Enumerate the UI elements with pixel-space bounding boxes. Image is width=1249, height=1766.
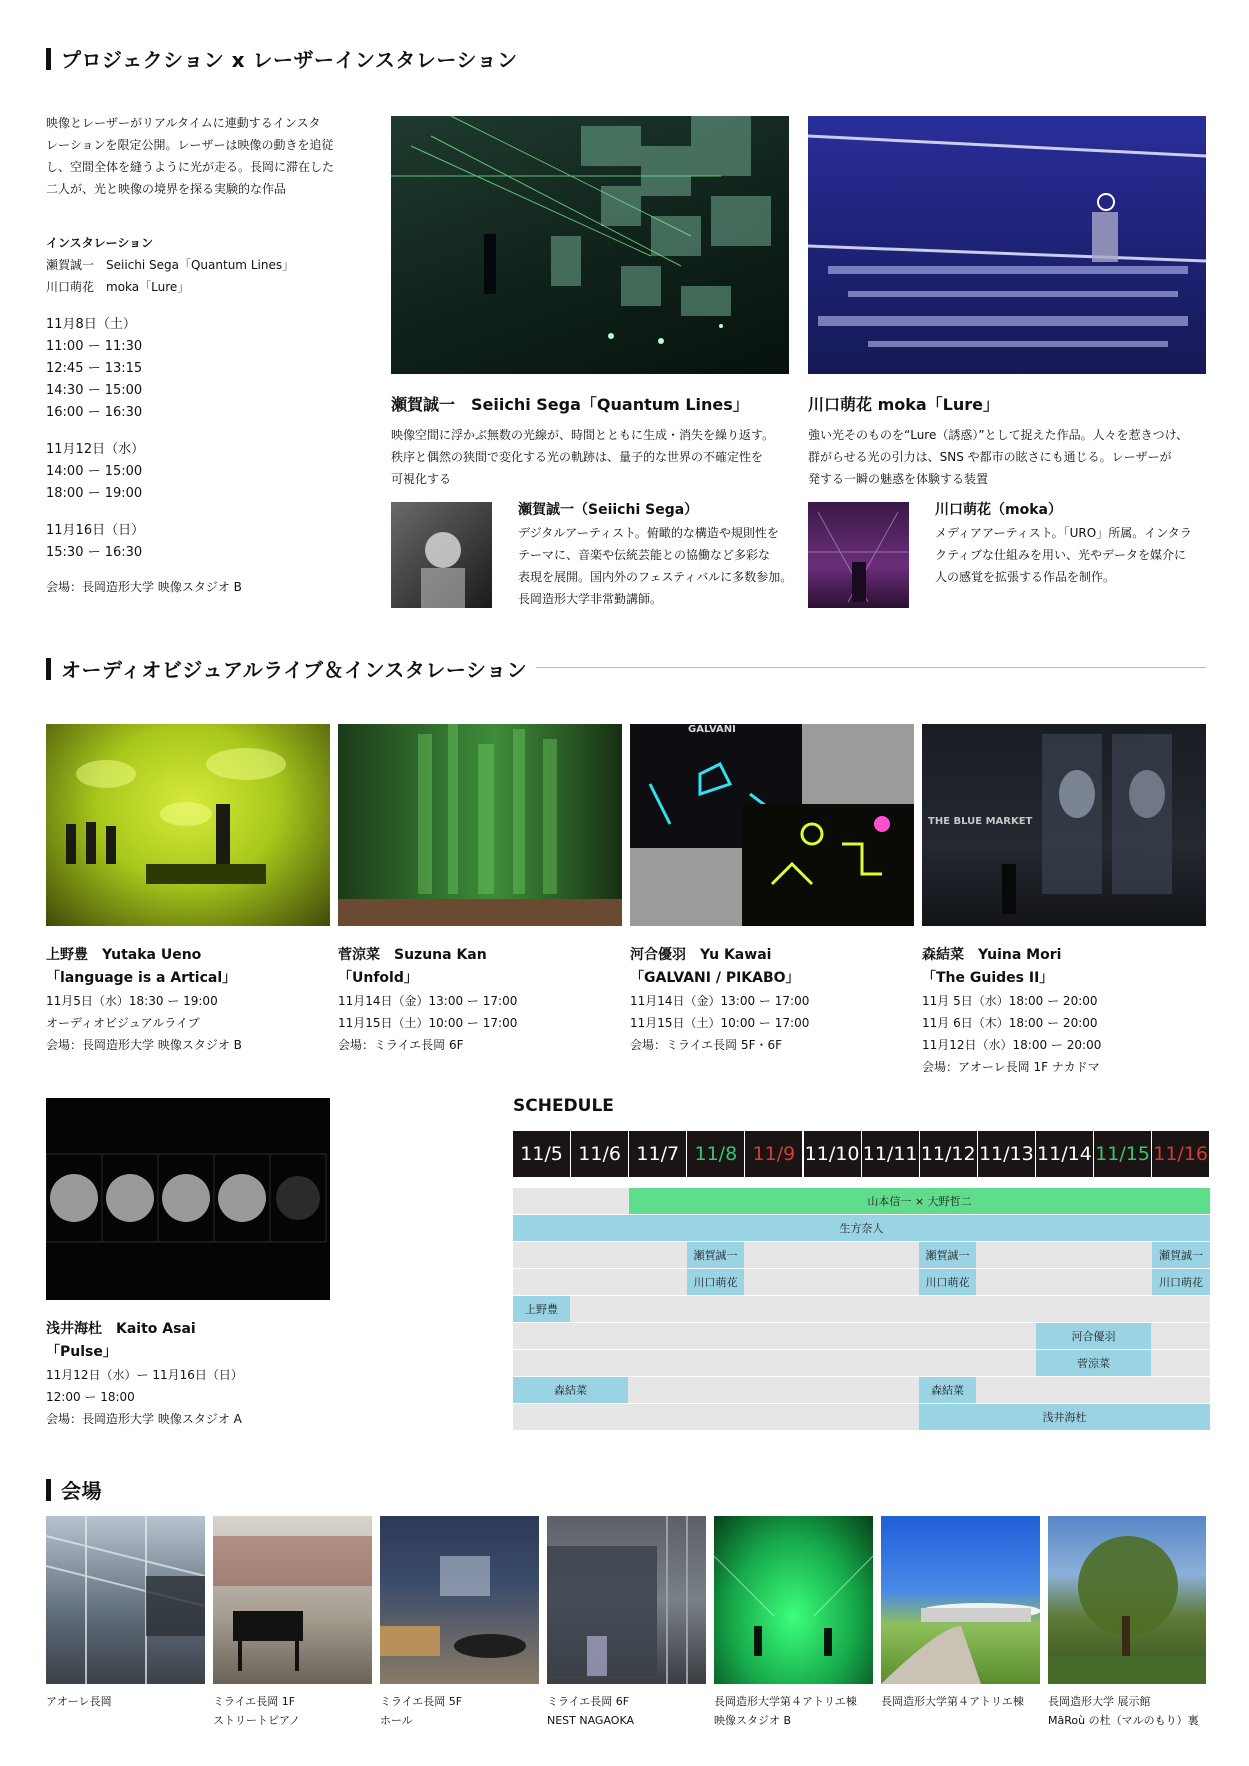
venue-text: 会場：長岡造形大学 映像スタジオ B bbox=[46, 580, 242, 594]
date-time: 16:00 ー 16:30 bbox=[46, 405, 143, 420]
schedule-bar: 上野豊 bbox=[513, 1296, 570, 1322]
intro-line: レーションを限定公開。レーザーは映像の動きを追従 bbox=[46, 138, 334, 152]
section-title-av bbox=[46, 654, 527, 683]
date-day: 11月8日（土） bbox=[46, 317, 136, 332]
market-sign: THE BLUE MARKET bbox=[928, 816, 1033, 827]
schedule-day-header: 11/10 bbox=[804, 1131, 861, 1177]
intro-line: し、空間全体を縫うように光が走る。長岡に滞在した bbox=[46, 160, 335, 174]
pulse-photo bbox=[46, 1098, 330, 1300]
artist2-name: 川口萌花（moka） bbox=[935, 502, 1062, 518]
schedule-bar: 川口萌花 bbox=[919, 1269, 976, 1295]
card-name: 河合優羽 Yu Kawai bbox=[630, 947, 772, 963]
desc-line: 秩序と偶然の狭間で変化する光の軌跡は、量子的な世界の不確定性を bbox=[391, 450, 764, 464]
card-line: 11月15日（土）10:00 ー 17:00 bbox=[338, 1016, 518, 1030]
venue-caption bbox=[547, 1692, 707, 1730]
intro-line: 映像とレーザーがリアルタイムに連動するインスタ bbox=[46, 116, 321, 130]
schedule-bar: 瀬賀誠一 bbox=[1152, 1242, 1210, 1268]
pulse-image bbox=[46, 1098, 330, 1300]
schedule-row bbox=[513, 1404, 1210, 1430]
caption-line: ミライエ長岡 1F bbox=[213, 1695, 296, 1708]
quantum-lines-image bbox=[391, 116, 789, 374]
date-time: 15:30 ー 16:30 bbox=[46, 545, 143, 560]
card-work: 「language is a Artical」 bbox=[46, 970, 237, 986]
caption-line: ホール bbox=[380, 1714, 413, 1727]
card-work: 「GALVANI / PIKABO」 bbox=[630, 970, 800, 986]
venue-photo-studio bbox=[714, 1516, 873, 1684]
venue-image bbox=[213, 1516, 372, 1684]
card-line: 11月15日（土）10:00 ー 17:00 bbox=[630, 1016, 810, 1030]
venue-image bbox=[380, 1516, 539, 1684]
pikabo-graphic bbox=[742, 804, 914, 926]
date-day: 11月16日（日） bbox=[46, 523, 145, 538]
schedule-day-header: 11/7 bbox=[629, 1131, 686, 1177]
date-time: 12:45 ー 13:15 bbox=[46, 361, 143, 376]
caption-line: ミライエ長岡 6F bbox=[547, 1695, 630, 1708]
pikabo-screen bbox=[742, 804, 914, 926]
installation-info bbox=[46, 232, 366, 298]
card-ueno bbox=[46, 944, 332, 1056]
title-bar bbox=[46, 658, 51, 680]
work2-desc bbox=[808, 424, 1218, 490]
bio-line: クティブな仕組みを用い、光やデータを媒介に bbox=[935, 548, 1187, 562]
venue-image bbox=[1048, 1516, 1206, 1684]
schedule-row bbox=[513, 1269, 1210, 1295]
bio-line: 人の感覚を拡張する作品を制作。 bbox=[935, 570, 1116, 584]
schedule-bar: 森結菜 bbox=[919, 1377, 976, 1403]
desc-line: 群がらせる光の引力は、SNS や都市の眩さにも通じる。レーザーが bbox=[808, 450, 1172, 464]
schedule-day-header: 11/8 bbox=[687, 1131, 744, 1177]
schedule-bar: 瀬賀誠一 bbox=[687, 1242, 744, 1268]
venue-photo-aore bbox=[46, 1516, 205, 1684]
schedule-bar: 河合優羽 bbox=[1036, 1323, 1151, 1349]
card-line: 11月12日（水）18:00 ー 20:00 bbox=[922, 1038, 1102, 1052]
schedule-day-header: 11/13 bbox=[978, 1131, 1035, 1177]
schedule-row bbox=[513, 1377, 1210, 1403]
card-asai bbox=[46, 1318, 346, 1430]
card-work: 「Pulse」 bbox=[46, 1344, 117, 1360]
card-line: 12:00 ー 18:00 bbox=[46, 1390, 135, 1404]
schedule-bar: 浅井海杜 bbox=[919, 1404, 1210, 1430]
kan-image bbox=[338, 724, 622, 926]
venue-caption bbox=[380, 1692, 540, 1730]
caption-line: 長岡造形大学 展示館 bbox=[1048, 1695, 1151, 1708]
installation-line: 瀬賀誠一 Seiichi Sega「Quantum Lines」 bbox=[46, 258, 295, 272]
card-kan bbox=[338, 944, 624, 1056]
schedule-row bbox=[513, 1296, 1210, 1322]
moka-portrait-image bbox=[808, 502, 909, 608]
caption-line: 映像スタジオ B bbox=[714, 1714, 792, 1727]
galvani-label: GALVANI bbox=[688, 724, 736, 735]
venue-photo-museum bbox=[1048, 1516, 1206, 1684]
schedule-bar: 山本信一 × 大野哲二 bbox=[629, 1188, 1210, 1214]
sega-portrait bbox=[391, 502, 492, 608]
work2-title: 川口萌花 moka「Lure」 bbox=[808, 395, 1000, 414]
venue-caption bbox=[881, 1692, 1047, 1711]
dates-block bbox=[46, 314, 346, 598]
schedule-bar: 瀬賀誠一 bbox=[919, 1242, 976, 1268]
card-line: 会場：長岡造形大学 映像スタジオ B bbox=[46, 1038, 242, 1052]
card-line: 11月5日（水）18:30 ー 19:00 bbox=[46, 994, 218, 1008]
card-line: 会場：長岡造形大学 映像スタジオ A bbox=[46, 1412, 242, 1426]
ueno-photo bbox=[46, 724, 330, 926]
venue-photo-hall bbox=[380, 1516, 539, 1684]
quantum-lines-photo bbox=[391, 116, 789, 374]
venue-image bbox=[881, 1516, 1040, 1684]
schedule-day-header: 11/6 bbox=[571, 1131, 628, 1177]
venue-photo-atelier bbox=[881, 1516, 1040, 1684]
section-title-projection bbox=[46, 44, 518, 73]
bio-line: 表現を展開。国内外のフェスティバルに多数参加。 bbox=[518, 570, 793, 584]
desc-line: 可視化する bbox=[391, 472, 452, 486]
date-time: 14:30 ー 15:00 bbox=[46, 383, 143, 398]
venue-image bbox=[547, 1516, 706, 1684]
caption-line: ミライエ長岡 5F bbox=[380, 1695, 463, 1708]
card-name: 森結菜 Yuina Mori bbox=[922, 947, 1062, 963]
schedule-title: SCHEDULE bbox=[513, 1096, 614, 1116]
work1-title: 瀬賀誠一 Seiichi Sega「Quantum Lines」 bbox=[391, 395, 749, 414]
lure-photo bbox=[808, 116, 1206, 374]
venue-caption bbox=[714, 1692, 880, 1730]
schedule-day-header: 11/11 bbox=[862, 1131, 919, 1177]
schedule-row bbox=[513, 1188, 1210, 1214]
work1-desc bbox=[391, 424, 801, 490]
mori-photo bbox=[922, 724, 1206, 926]
title-bar bbox=[46, 1479, 51, 1501]
card-line: 会場：ミライエ長岡 5F・6F bbox=[630, 1038, 783, 1052]
section-divider bbox=[536, 667, 1206, 668]
card-line: 会場：アオーレ長岡 1F ナカドマ bbox=[922, 1060, 1100, 1074]
lure-image bbox=[808, 116, 1206, 374]
schedule-bar: 森結菜 bbox=[513, 1377, 628, 1403]
card-name: 菅涼菜 Suzuna Kan bbox=[338, 947, 487, 963]
bio-line: 長岡造形大学非常勤講師。 bbox=[518, 592, 663, 606]
venue-caption bbox=[46, 1692, 206, 1711]
intro-text bbox=[46, 112, 366, 200]
venue-image bbox=[714, 1516, 873, 1684]
sega-portrait-image bbox=[391, 502, 492, 608]
schedule-row bbox=[513, 1350, 1210, 1376]
section-title-venues bbox=[46, 1475, 102, 1504]
venue-photo-piano bbox=[213, 1516, 372, 1684]
schedule-row bbox=[513, 1242, 1210, 1268]
card-mori bbox=[922, 944, 1208, 1078]
card-name: 上野豊 Yutaka Ueno bbox=[46, 947, 202, 963]
caption-line: 長岡造形大学第４アトリエ棟 bbox=[881, 1695, 1024, 1708]
schedule-day-header: 11/14 bbox=[1036, 1131, 1093, 1177]
card-line: 11月 6日（木）18:00 ー 20:00 bbox=[922, 1016, 1098, 1030]
desc-line: 強い光そのものを“Lure（誘惑）”として捉えた作品。人々を惹きつけ、 bbox=[808, 428, 1189, 442]
bio-line: デジタルアーティスト。俯瞰的な構造や規則性を bbox=[518, 526, 779, 540]
card-name: 浅井海杜 Kaito Asai bbox=[46, 1321, 196, 1337]
kan-photo bbox=[338, 724, 622, 926]
card-kawai bbox=[630, 944, 916, 1056]
venue-caption bbox=[213, 1692, 373, 1730]
schedule-row bbox=[513, 1215, 1210, 1241]
card-line: 11月14日（金）13:00 ー 17:00 bbox=[630, 994, 810, 1008]
schedule-bar: 生方奈人 bbox=[513, 1215, 1210, 1241]
schedule-day-header: 11/12 bbox=[920, 1131, 977, 1177]
schedule-day-header: 11/16 bbox=[1152, 1131, 1209, 1177]
artist2-info bbox=[935, 498, 1215, 588]
card-work: 「Unfold」 bbox=[338, 970, 418, 986]
card-work: 「The Guides II」 bbox=[922, 970, 1054, 986]
title-bar bbox=[46, 48, 51, 70]
date-day: 11月12日（水） bbox=[46, 442, 145, 457]
ueno-image bbox=[46, 724, 330, 926]
date-time: 11:00 ー 11:30 bbox=[46, 339, 143, 354]
bio-line: テーマに、音楽や伝統芸能との協働など多彩な bbox=[518, 548, 771, 562]
schedule-day-header: 11/5 bbox=[513, 1131, 570, 1177]
card-line: 11月12日（水）ー 11月16日（日） bbox=[46, 1368, 243, 1382]
desc-line: 映像空間に浮かぶ無数の光線が、時間とともに生成・消失を繰り返す。 bbox=[391, 428, 775, 442]
artist1-info bbox=[518, 498, 798, 610]
date-time: 14:00 ー 15:00 bbox=[46, 464, 143, 479]
caption-line: NEST NAGAOKA bbox=[547, 1714, 634, 1727]
installation-line: 川口萌花 moka「Lure」 bbox=[46, 280, 190, 294]
bio-line: メディアアーティスト。「URO」所属。インタラ bbox=[935, 526, 1192, 540]
card-line: オーディオビジュアルライブ bbox=[46, 1016, 200, 1030]
card-line: 会場：ミライエ長岡 6F bbox=[338, 1038, 464, 1052]
schedule-bar: 菅涼菜 bbox=[1036, 1350, 1151, 1376]
artist1-name: 瀬賀誠一（Seiichi Sega） bbox=[518, 502, 699, 518]
caption-line: 長岡造形大学第４アトリエ棟 bbox=[714, 1695, 857, 1708]
desc-line: 発する一瞬の魅惑を体験する装置 bbox=[808, 472, 989, 486]
schedule-day-header: 11/9 bbox=[745, 1131, 802, 1177]
moka-portrait bbox=[808, 502, 909, 608]
caption-line: MãRoù の杜（マルのもり）裏 bbox=[1048, 1714, 1199, 1727]
section-title-text: プロジェクション x レーザーインスタレーション bbox=[61, 48, 518, 72]
caption-line: ストリートピアノ bbox=[213, 1714, 301, 1727]
schedule-row bbox=[513, 1323, 1210, 1349]
card-line: 11月14日（金）13:00 ー 17:00 bbox=[338, 994, 518, 1008]
schedule-day-header: 11/15 bbox=[1094, 1131, 1151, 1177]
section-title-text: 会場 bbox=[61, 1479, 102, 1503]
caption-line: アオーレ長岡 bbox=[46, 1695, 112, 1708]
intro-line: 二人が、光と映像の境界を探る実験的な作品 bbox=[46, 182, 287, 196]
installation-heading: インスタレーション bbox=[46, 236, 154, 250]
date-time: 18:00 ー 19:00 bbox=[46, 486, 143, 501]
venue-image bbox=[46, 1516, 205, 1684]
section-title-text: オーディオビジュアルライブ＆インスタレーション bbox=[61, 658, 528, 682]
kawai-photo bbox=[630, 724, 914, 926]
schedule-bar: 川口萌花 bbox=[1152, 1269, 1210, 1295]
schedule-bar: 川口萌花 bbox=[687, 1269, 744, 1295]
venue-caption bbox=[1048, 1692, 1208, 1730]
card-line: 11月 5日（水）18:00 ー 20:00 bbox=[922, 994, 1098, 1008]
venue-photo-nest bbox=[547, 1516, 706, 1684]
